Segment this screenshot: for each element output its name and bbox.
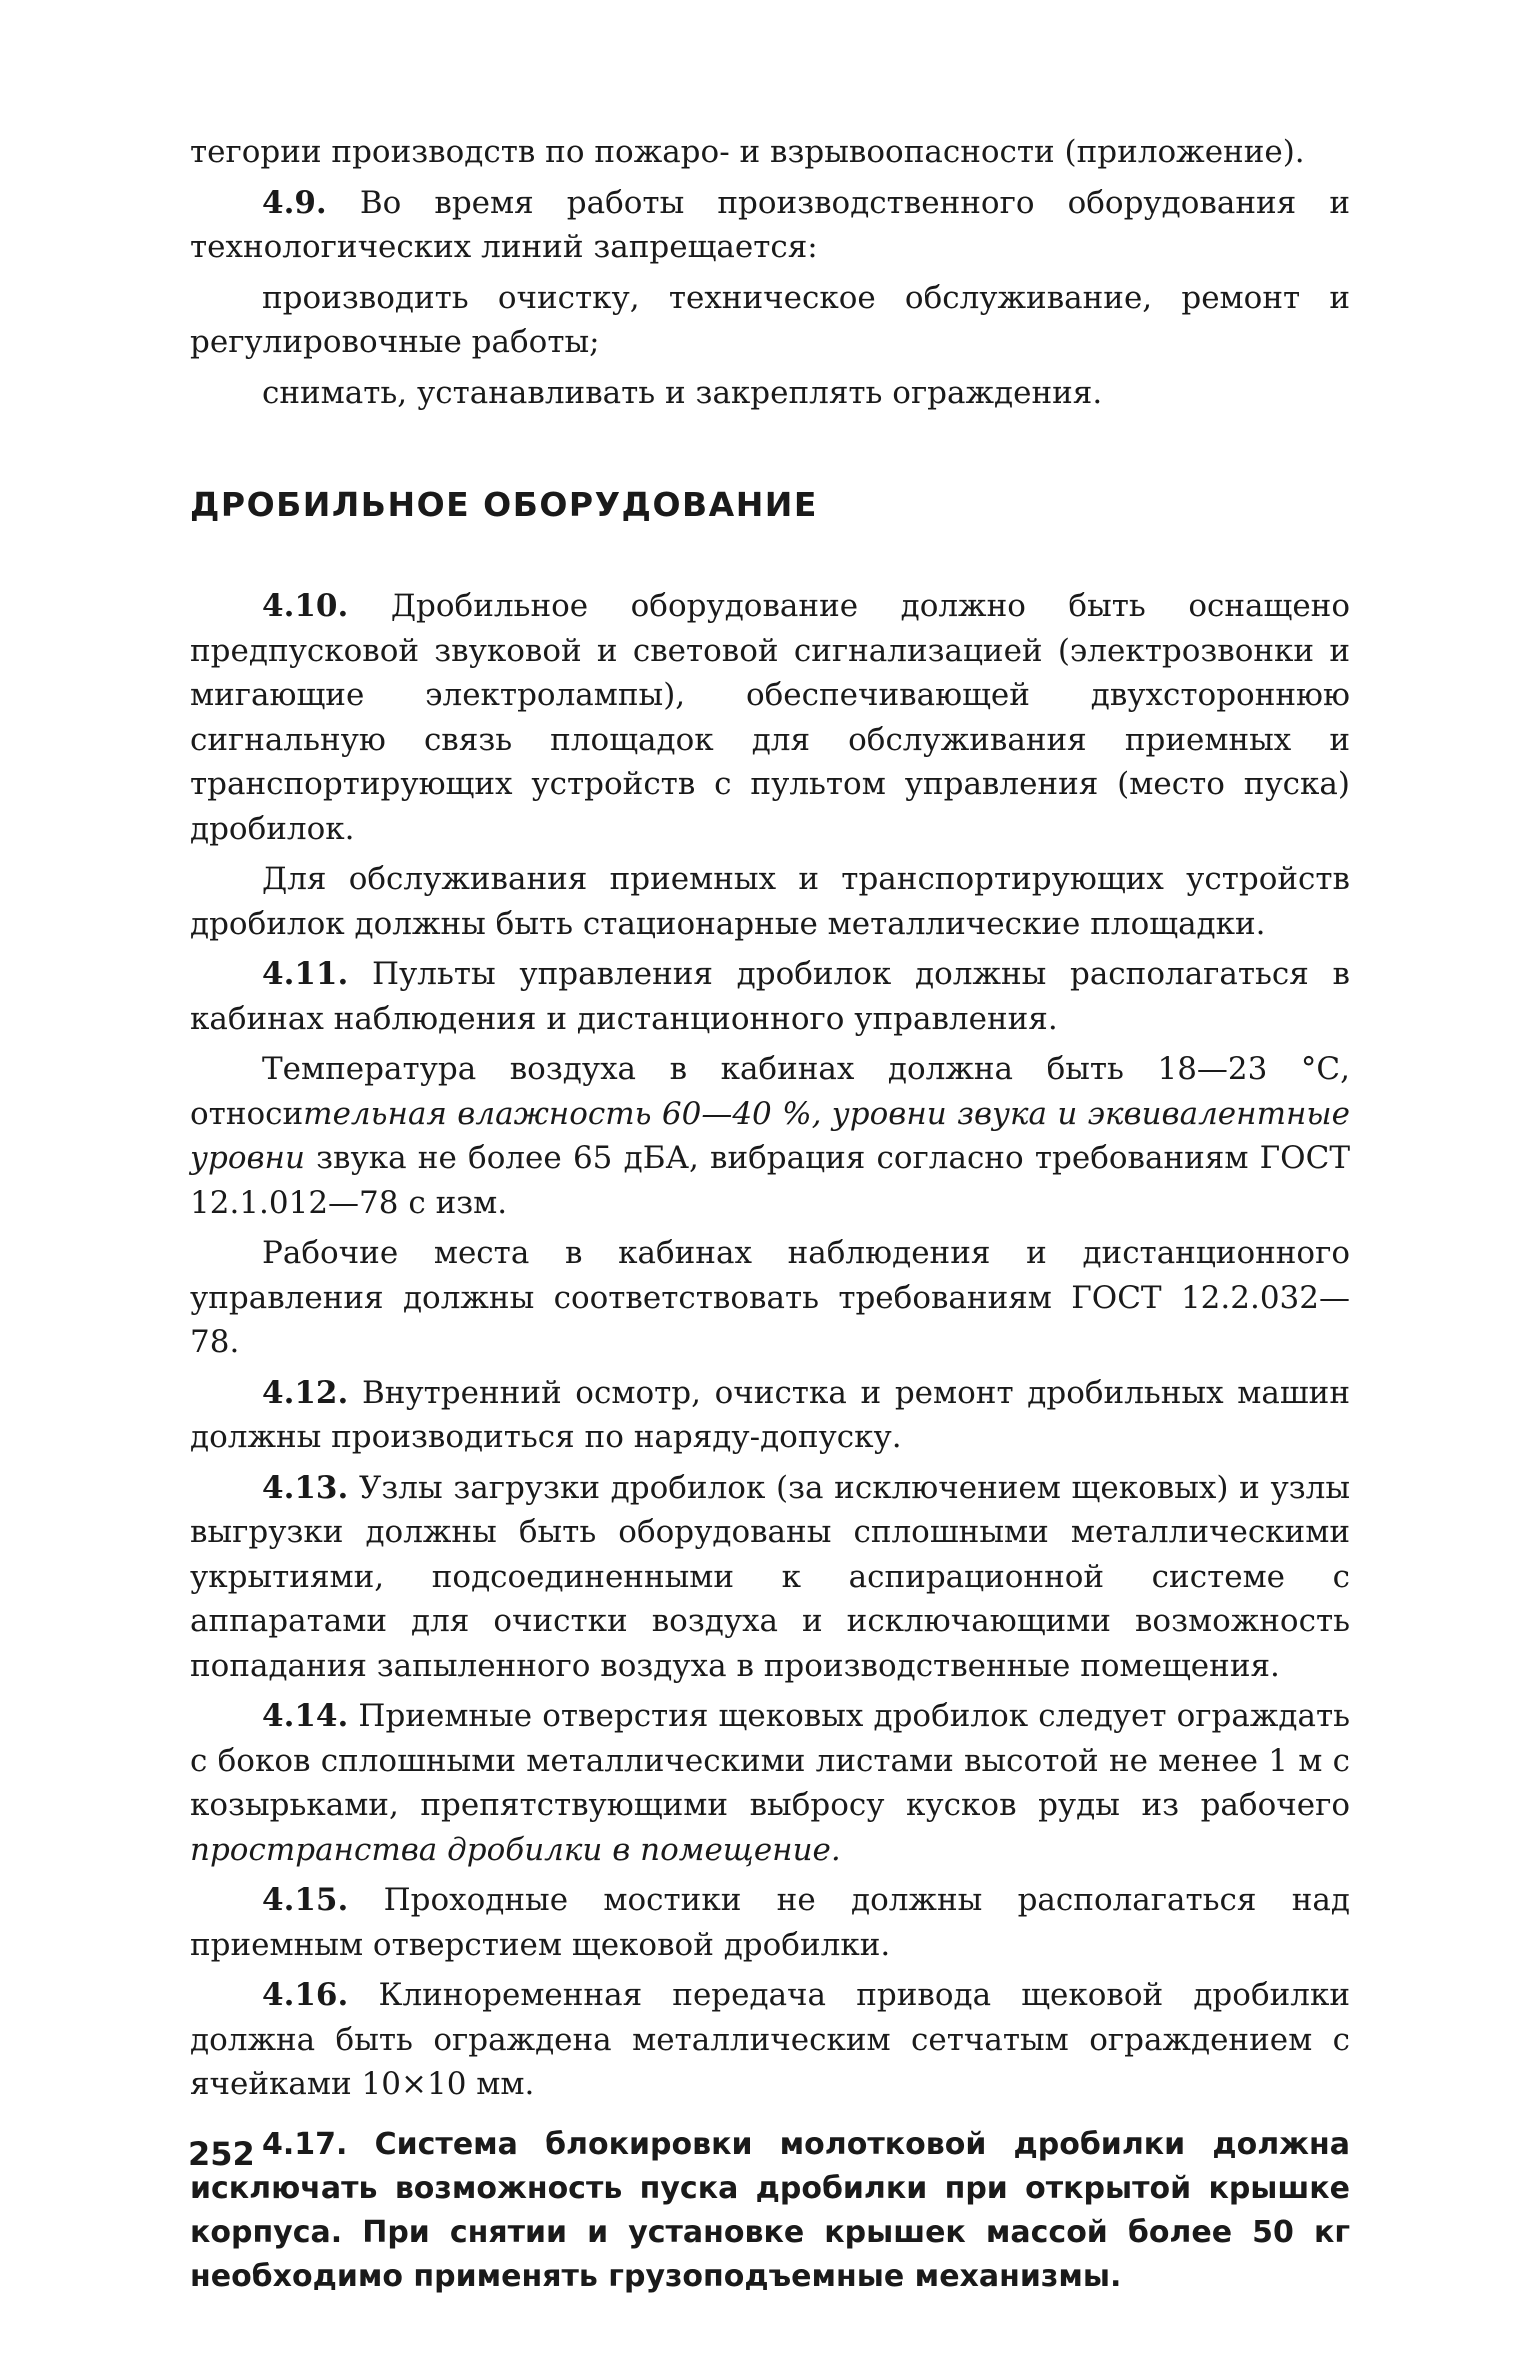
paragraph-continuation bbox=[190, 130, 1350, 175]
page-number: 252 bbox=[188, 2135, 255, 2173]
paragraph-4-12 bbox=[190, 1371, 1350, 1460]
paragraph-4-16 bbox=[190, 1973, 1350, 2107]
paragraph-4-14 bbox=[190, 1694, 1350, 1872]
paragraph-text-italic: тельная влажность 60—40 %, уровни звука и эквивалентные уровни bbox=[190, 1095, 1350, 1176]
clause-number: 4.16. bbox=[262, 1977, 349, 2013]
paragraph-text: Узлы загрузки дробилок (за исключением щековых) и узлы выгрузки должны быть оборудованы сплошными металлическими укрытиями, подсоединенными к аспирационной системе с аппаратами для очистки воздуха и исключающими возможность попадания запыленного воздуха в производственные помещения. bbox=[190, 1469, 1350, 1684]
paragraph-text: Для обслуживания приемных и транспортирующих устройств дробилок должны быть стационарные металлические площадки. bbox=[190, 861, 1350, 942]
paragraph-4-17 bbox=[190, 2123, 1350, 2299]
paragraph-4-15 bbox=[190, 1878, 1350, 1967]
paragraph-text: производить очистку, техническое обслуживание, ремонт и регулировочные работы; bbox=[190, 279, 1350, 360]
paragraph-text: Проходные мостики не должны располагаться над приемным отверстием щековой дробилки. bbox=[190, 1882, 1350, 1963]
paragraph-4-11-c bbox=[190, 1231, 1350, 1365]
clause-number: 4.14. bbox=[262, 1698, 349, 1734]
paragraph-text: Клиноременная передача привода щековой дробилки должна быть ограждена металлическим сетчатым ограждением с ячейками 10×10 мм. bbox=[190, 1977, 1350, 2102]
clause-number: 4.10. bbox=[262, 588, 349, 624]
paragraph-4-10 bbox=[190, 584, 1350, 851]
paragraph-4-11 bbox=[190, 952, 1350, 1041]
paragraph-text: Во время работы производственного оборудования и технологических линий запрещается: bbox=[190, 184, 1350, 265]
paragraph-text: Дробильное оборудование должно быть оснащено предпусковой звуковой и световой сигнализацией (электрозвонки и мигающие электролампы), обеспечивающей двухстороннюю сигнальную связь площадок для обслуживания приемных и транспортирующих устройств с пультом управления (место пуска) дробилок. bbox=[190, 588, 1350, 847]
section-heading: ДРОБИЛЬНОЕ ОБОРУДОВАНИЕ bbox=[190, 485, 818, 524]
clause-number: 4.13. bbox=[262, 1469, 349, 1506]
list-item-guards bbox=[190, 371, 1350, 416]
paragraph-text: Пульты управления дробилок должны располагаться в кабинах наблюдения и дистанционного управления. bbox=[190, 956, 1350, 1037]
paragraph-text: Приемные отверстия щековых дробилок следует ограждать с боков сплошными металлическими листами высотой не менее 1 м с козырьками, препятствующими выбросу кусков руды из рабочего bbox=[190, 1698, 1350, 1823]
list-item-cleaning bbox=[190, 276, 1350, 365]
clause-number: 4.9. bbox=[262, 184, 327, 221]
paragraph-text: Температура воздуха в кабинах должна быть 18—23 °С, относи bbox=[190, 1051, 1350, 1132]
paragraph-text: звука не более 65 дБА, вибрация согласно требованиям ГОСТ 12.1.012—78 с изм. bbox=[190, 1140, 1350, 1221]
paragraph-text: снимать, устанавливать и закреплять ограждения. bbox=[262, 374, 1103, 411]
paragraph-text: тегории производств по пожаро- и взрывоопасности (приложение). bbox=[190, 134, 1305, 170]
paragraph-4-11-b bbox=[190, 1047, 1350, 1225]
clause-number: 4.11. bbox=[262, 956, 349, 992]
document-page bbox=[190, 130, 1350, 2305]
clause-number: 4.15. bbox=[262, 1882, 349, 1918]
clause-number: 4.17. bbox=[262, 2126, 348, 2162]
paragraph-4-13 bbox=[190, 1466, 1350, 1689]
paragraph-text: Рабочие места в кабинах наблюдения и дистанционного управления должны соответствовать требованиям ГОСТ 12.2.032—78. bbox=[190, 1235, 1350, 1360]
paragraph-text: Внутренний осмотр, очистка и ремонт дробильных машин должны производиться по наряду-допуску. bbox=[190, 1374, 1350, 1455]
paragraph-text-italic: пространства дробилки в помещение. bbox=[190, 1831, 841, 1868]
paragraph-4-9 bbox=[190, 181, 1350, 270]
clause-number: 4.12. bbox=[262, 1374, 349, 1411]
paragraph-text: Система блокировки молотковой дробилки должна исключать возможность пуска дробилки при открытой крышке корпуса. При снятии и установке крышек массой более 50 кг необходимо применять грузоподъемные механизмы. bbox=[190, 2126, 1350, 2294]
paragraph-4-10-b bbox=[190, 857, 1350, 946]
